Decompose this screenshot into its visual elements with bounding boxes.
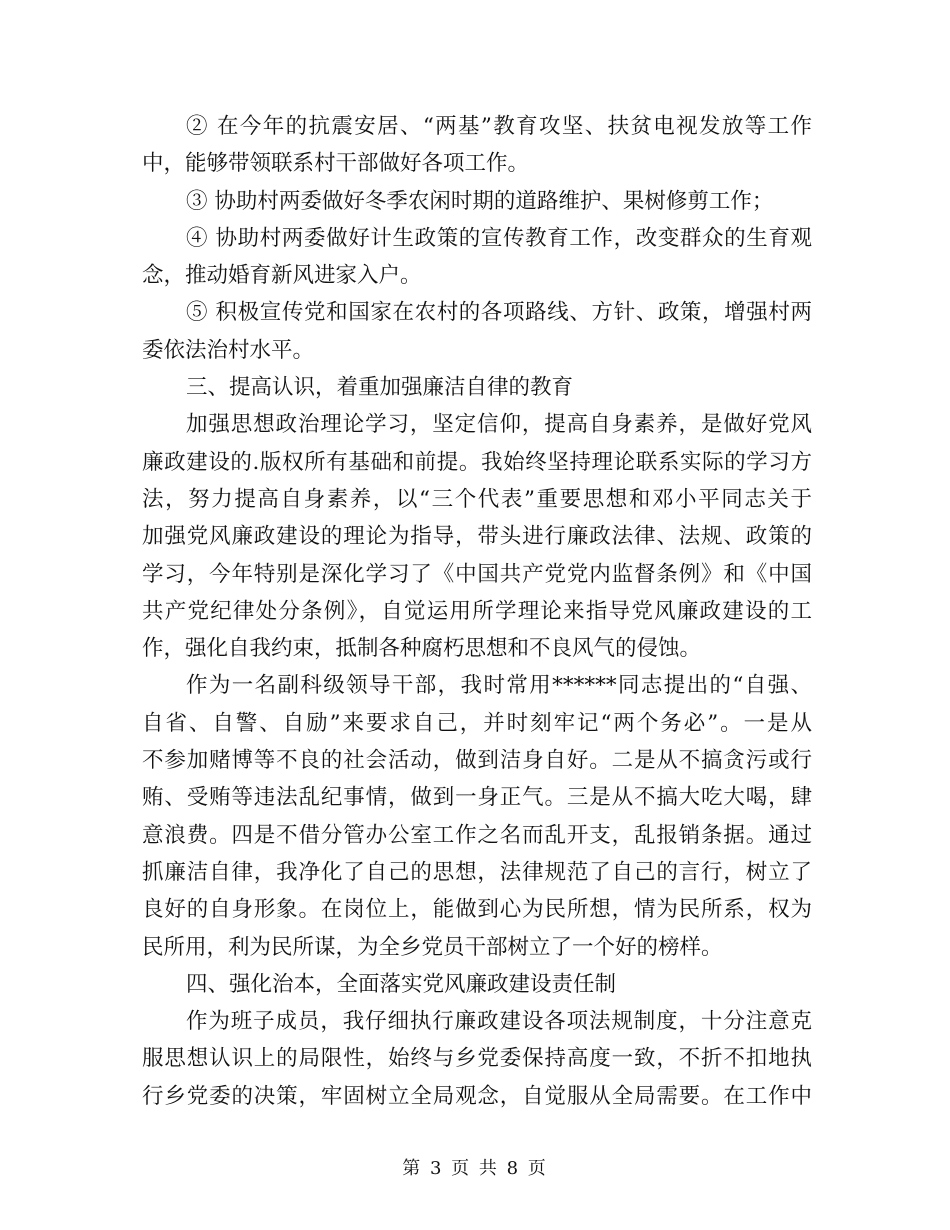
text-line: 不参加赌博等不良的社会活动，做到洁身自好。二是从不搞贪污或行 [142, 748, 812, 774]
text-line: 共产党纪律处分条例》，自觉运用所学理论来指导党风廉政建设的工 [142, 598, 812, 624]
text-line: 作为一名副科级领导干部，我时常用******同志提出的“自强、 [186, 673, 812, 699]
text-line: 廉政建设的.版权所有基础和前提。我始终坚持理论联系实际的学习方 [142, 449, 812, 475]
text-line: ② 在今年的抗震安居、“两基”教育攻坚、扶贫电视发放等工作 [186, 114, 812, 139]
text-line: 良好的自身形象。在岗位上，能做到心为民所想，情为民所系，权为 [142, 897, 812, 923]
text-line: ⑤ 积极宣传党和国家在农村的各项路线、方针、政策，增强村两 [186, 300, 812, 326]
text-line: 作为班子成员，我仔细执行廉政建设各项法规制度，十分注意克 [186, 1009, 812, 1035]
text-line: 民所用，利为民所谋，为全乡党员干部树立了一个好的榜样。 [142, 934, 723, 960]
text-line: 作，强化自我约束，抵制各种腐朽思想和不良风气的侵蚀。 [142, 636, 702, 662]
document-body [142, 108, 812, 1115]
text-line: 念，推动婚育新风进家入户。 [142, 263, 422, 289]
text-line: ④ 协助村两委做好计生政策的宣传教育工作，改变群众的生育观 [186, 225, 812, 251]
text-line: 中，能够带领联系村干部做好各项工作。 [142, 151, 530, 177]
text-line: 委依法治村水平。 [142, 337, 315, 363]
text-line: 抓廉洁自律，我净化了自己的思想，法律规范了自己的言行，树立了 [142, 859, 812, 885]
text-line: 加强思想政治理论学习，坚定信仰，提高自身素养，是做好党风 [186, 412, 812, 438]
text-line: 自省、自警、自励”来要求自己，并时刻牢记“两个务必”。一是从 [142, 710, 812, 736]
text-line: ③ 协助村两委做好冬季农闲时期的道路维护、果树修剪工作； [186, 188, 774, 214]
text-line: 意浪费。四是不借分管办公室工作之名而乱开支，乱报销条据。通过 [142, 822, 812, 848]
text-line: 贿、受贿等违法乱纪事情，做到一身正气。三是从不搞大吃大喝，肆 [142, 785, 812, 811]
page-number-footer: 第 3 页 共 8 页 [402, 1158, 548, 1179]
section-heading: 三、提高认识，着重加强廉洁自律的教育 [186, 375, 574, 401]
text-line: 服思想认识上的局限性，始终与乡党委保持高度一致，不折不扣地执 [142, 1046, 812, 1072]
section-heading: 四、强化治本，全面落实党风廉政建设责任制 [186, 971, 617, 997]
text-line: 加强党风廉政建设的理论为指导，带头进行廉政法律、法规、政策的 [142, 524, 812, 550]
text-line: 行乡党委的决策，牢固树立全局观念，自觉服从全局需要。在工作中 [142, 1083, 812, 1109]
text-line: 法，努力提高自身素养，以“三个代表”重要思想和邓小平同志关于 [142, 486, 812, 512]
text-line: 学习，今年特别是深化学习了《中国共产党党内监督条例》和《中国 [142, 561, 812, 587]
